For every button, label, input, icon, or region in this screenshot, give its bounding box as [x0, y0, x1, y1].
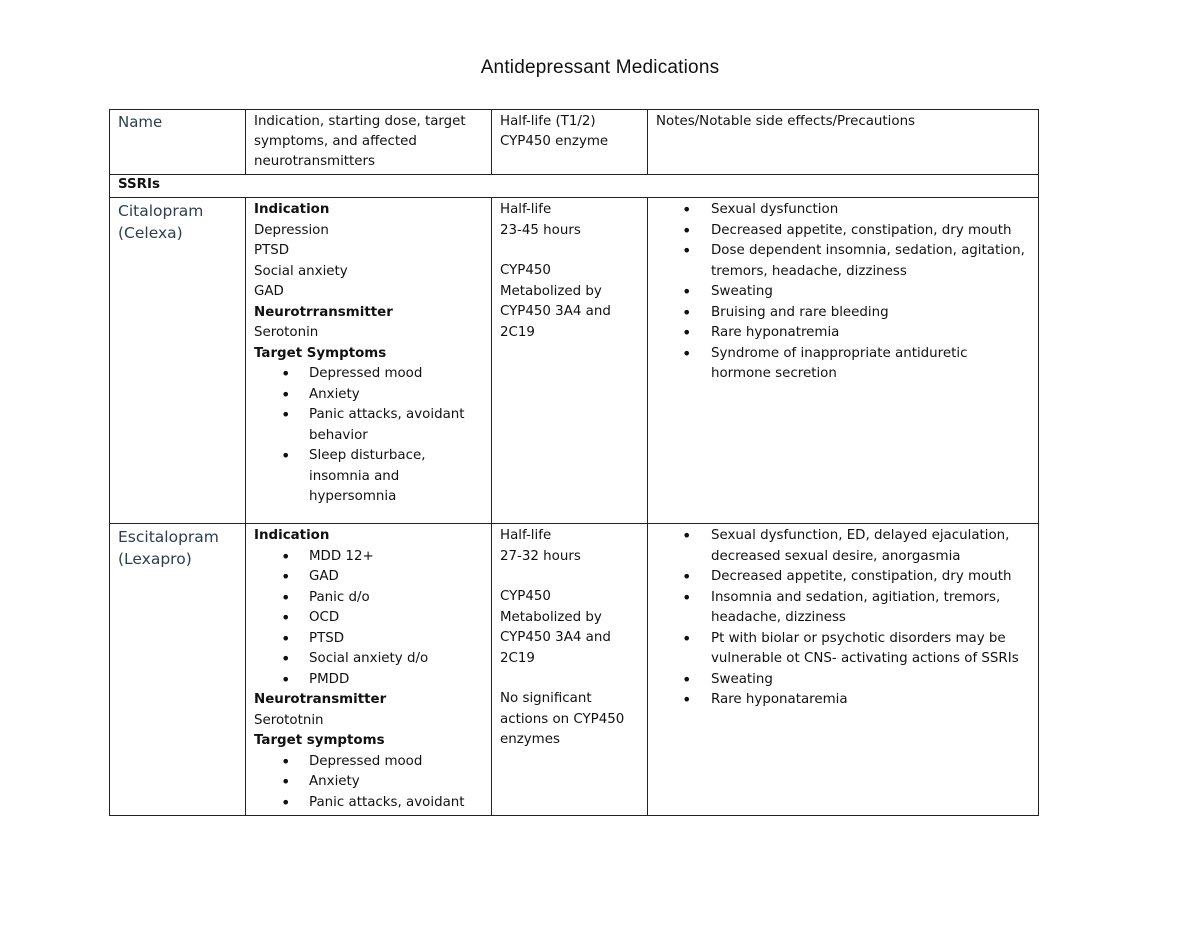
list-item: • Syndrome of inappropriate antiduretic hormone secretion: [656, 344, 1031, 385]
list-item: • Decreased appetite, constipation, dry mouth: [656, 567, 1031, 588]
neurotransmitter-heading: Neurotrransmitter: [254, 304, 393, 320]
cyp-heading: CYP450: [500, 263, 551, 278]
list-item: • Depressed mood: [254, 364, 484, 385]
medication-table: [109, 109, 1039, 816]
header-notes: Notes/Notable side effects/Precautions: [648, 110, 1039, 175]
indication-cell: [246, 524, 492, 816]
drug-name: Escitalopram: [118, 528, 219, 546]
list-item: • Dose dependent insomnia, sedation, agitation, tremors, headache, dizziness: [656, 241, 1031, 282]
list-item: • Panic d/o: [254, 588, 484, 609]
side-effects-list: [656, 200, 1031, 385]
neurotransmitter-heading: Neurotransmitter: [254, 692, 387, 707]
page-title: Antidepressant Medications: [480, 57, 720, 78]
halflife-cell: [492, 198, 648, 524]
indication-heading: Indication: [254, 528, 330, 543]
list-item: • Sweating: [656, 670, 1031, 691]
list-item: • Social anxiety d/o: [254, 649, 484, 670]
drug-name-cell: [110, 198, 246, 524]
indication-item: GAD: [254, 284, 284, 299]
list-item: • Decreased appetite, constipation, dry mouth: [656, 221, 1031, 242]
list-item: • Pt with biolar or psychotic disorders may be vulnerable ot CNS- activating actions of SSRIs: [656, 629, 1031, 670]
indication-item: Depression: [254, 222, 329, 238]
target-symptoms-heading: Target Symptoms: [254, 345, 387, 361]
indication-list: [254, 547, 484, 691]
indication-cell: [246, 198, 492, 524]
list-item: • Insomnia and sedation, agitiation, tremors, headache, dizziness: [656, 588, 1031, 629]
side-effects-list: [656, 526, 1031, 711]
halflife-value: 27-32 hours: [500, 548, 581, 564]
list-item: • Panic attacks, avoidant behavior: [254, 405, 484, 446]
header-halflife-line2: CYP450 enzyme: [500, 134, 609, 149]
table-row: [110, 198, 1039, 524]
drug-brand: (Celexa): [118, 224, 183, 242]
target-symptoms-list: [254, 364, 484, 508]
cyp-note: No significant actions on CYP450 enzymes: [500, 691, 625, 747]
list-item: • Depressed mood: [254, 752, 484, 773]
halflife-value: 23-45 hours: [500, 222, 581, 238]
header-indication: Indication, starting dose, target symptoms, and affected neurotransmitters: [246, 110, 492, 175]
indication-heading: Indication: [254, 202, 330, 217]
header-name: Name: [110, 110, 246, 175]
list-item: • Rare hyponatremia: [656, 323, 1031, 344]
list-item: • GAD: [254, 567, 484, 588]
notes-cell: [648, 198, 1039, 524]
neurotransmitter-value: Serotonin: [254, 325, 319, 340]
neurotransmitter-value: Serototnin: [254, 712, 324, 728]
drug-brand: (Lexapro): [118, 550, 192, 568]
cyp-value: Metabolized by CYP450 3A4 and 2C19: [500, 609, 611, 666]
list-item: • Sleep disturbace, insomnia and hypersomnia: [254, 446, 484, 508]
halflife-cell: [492, 524, 648, 816]
list-item: • OCD: [254, 608, 484, 629]
header-halflife: [492, 110, 648, 175]
list-item: • Anxiety: [254, 772, 484, 793]
list-item: • PTSD: [254, 629, 484, 650]
section-row: [110, 175, 1039, 198]
list-item: • MDD 12+: [254, 547, 484, 568]
drug-name: Citalopram: [118, 202, 204, 220]
list-item: • PMDD: [254, 670, 484, 691]
target-symptoms-heading: Target symptoms: [254, 733, 385, 748]
list-item: • Sexual dysfunction: [656, 200, 1031, 221]
list-item: • Bruising and rare bleeding: [656, 303, 1031, 324]
indication-item: Social anxiety: [254, 263, 348, 279]
list-item: • Sweating: [656, 282, 1031, 303]
table-header-row: [110, 110, 1039, 175]
halflife-heading: Half-life: [500, 528, 552, 543]
cyp-value: Metabolized by CYP450 3A4 and 2C19: [500, 283, 611, 340]
target-symptoms-list: [254, 752, 484, 814]
list-item: • Panic attacks, avoidant: [254, 793, 484, 814]
notes-cell: [648, 524, 1039, 816]
list-item: • Anxiety: [254, 385, 484, 406]
drug-name-cell: [110, 524, 246, 816]
list-item: • Sexual dysfunction, ED, delayed ejaculation, decreased sexual desire, anorgasmia: [656, 526, 1031, 567]
indication-item: PTSD: [254, 243, 290, 258]
halflife-heading: Half-life: [500, 202, 552, 217]
cyp-heading: CYP450: [500, 589, 551, 604]
header-halflife-line1: Half-life (T1/2): [500, 114, 596, 129]
table-row: [110, 524, 1039, 816]
list-item: • Rare hyponataremia: [656, 690, 1031, 711]
section-ssris: SSRIs: [110, 175, 1039, 198]
